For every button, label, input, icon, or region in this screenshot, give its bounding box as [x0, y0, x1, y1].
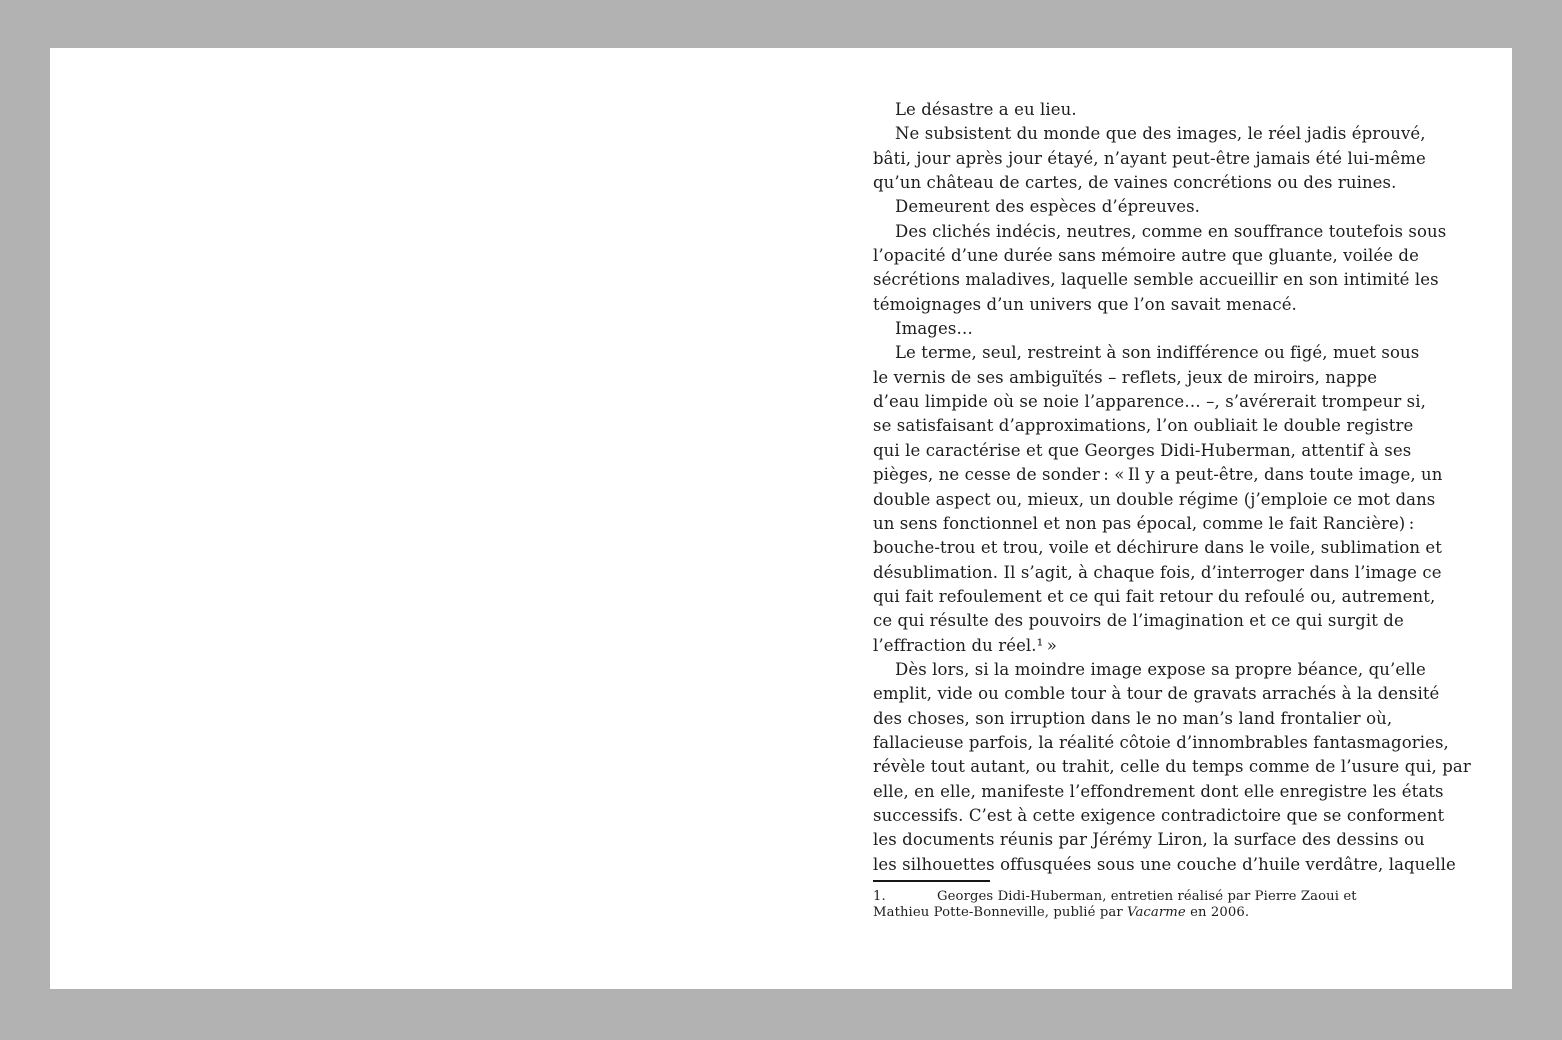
text-line: qui fait refoulement et ce qui fait retour du refoulé ou, autrement,: [873, 586, 1436, 606]
text-line: d’eau limpide où se noie l’apparence… –, s’avérerait trompeur si,: [873, 392, 1426, 412]
text-line: double aspect ou, mieux, un double régime (j’emploie ce mot dans: [873, 489, 1436, 509]
footnote-line-1: [873, 889, 1433, 905]
text-line: Dès lors, si la moindre image expose sa propre béance, qu’elle: [895, 659, 1426, 679]
text-line: révèle tout autant, ou trahit, celle du temps comme de l’usure qui, par: [873, 757, 1471, 777]
text-line: qu’un château de cartes, de vaines concrétions ou des ruines.: [873, 173, 1397, 193]
text-line: des choses, son irruption dans le no man’s land frontalier où,: [873, 708, 1393, 728]
text-line: Ne subsistent du monde que des images, le réel jadis éprouvé,: [895, 124, 1426, 144]
text-line: les silhouettes offusquées sous une couche d’huile verdâtre, laquelle: [873, 854, 1456, 874]
text-line: les documents réunis par Jérémy Liron, la surface des dessins ou: [873, 830, 1425, 850]
text-line: Le terme, seul, restreint à son indifférence ou figé, muet sous: [895, 343, 1420, 363]
text-line: Des clichés indécis, neutres, comme en souffrance toutefois sous: [895, 221, 1447, 241]
footnote-text-1: Georges Didi-Huberman, entretien réalisé par Pierre Zaoui et: [937, 889, 1357, 904]
text-line: Demeurent des espèces d’épreuves.: [895, 197, 1201, 217]
text-line: l’effraction du réel.¹ »: [873, 635, 1057, 655]
text-line: bâti, jour après jour étayé, n’ayant peut-être jamais été lui-même: [873, 148, 1426, 168]
text-line: sécrétions maladives, laquelle semble accueillir en son intimité les: [873, 270, 1439, 290]
text-line: Images…: [895, 319, 973, 339]
footnote-number: 1.: [873, 889, 886, 904]
footnote-text-2b: en 2006.: [1185, 904, 1250, 920]
text-line: ce qui résulte des pouvoirs de l’imagination et ce qui surgit de: [873, 611, 1404, 631]
text-line: un sens fonctionnel et non pas épocal, comme le fait Rancière) :: [873, 513, 1415, 533]
footnote-text-2a: Mathieu Potte-Bonneville, publié par: [873, 904, 1128, 920]
text-line: successifs. C’est à cette exigence contradictoire que se conforment: [873, 805, 1445, 825]
text-line: Le désastre a eu lieu.: [895, 100, 1077, 119]
footnote-line-2: [873, 905, 1433, 921]
footnote-rule: [873, 880, 990, 882]
body-text-column: [873, 98, 1498, 877]
text-line: témoignages d’un univers que l’on savait menacé.: [873, 294, 1297, 314]
text-line: bouche-trou et trou, voile et déchirure dans le voile, sublimation et: [873, 538, 1442, 558]
text-line: pièges, ne cesse de sonder : « Il y a peut-être, dans toute image, un: [873, 465, 1443, 485]
text-line: elle, en elle, manifeste l’effondrement dont elle enregistre les états: [873, 781, 1444, 801]
footnote: [873, 889, 1433, 920]
text-line: qui le caractérise et que Georges Didi-Huberman, attentif à ses: [873, 440, 1412, 460]
text-line: désublimation. Il s’agit, à chaque fois, d’interroger dans l’image ce: [873, 562, 1442, 582]
footnote-journal-title: Vacarme: [1127, 904, 1186, 920]
text-line: fallacieuse parfois, la réalité côtoie d’innombrables fantasmagories,: [873, 732, 1449, 752]
text-line: se satisfaisant d’approximations, l’on oubliait le double registre: [873, 416, 1414, 436]
book-spread-pages: [50, 48, 1512, 989]
text-line: emplit, vide ou comble tour à tour de gravats arrachés à la densité: [873, 684, 1440, 704]
text-line: l’opacité d’une durée sans mémoire autre que gluante, voilée de: [873, 246, 1419, 266]
text-line: le vernis de ses ambiguïtés – reflets, jeux de miroirs, nappe: [873, 367, 1378, 387]
